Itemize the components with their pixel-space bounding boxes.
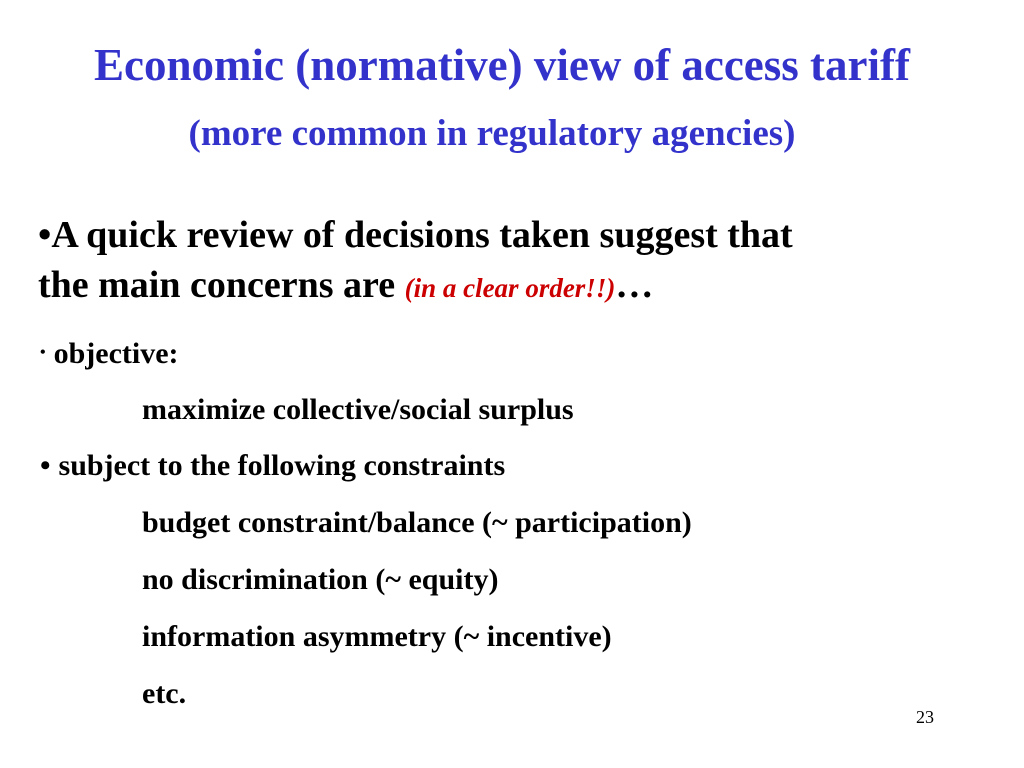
objective-heading xyxy=(40,334,179,376)
constraints-label: subject to the following constraints xyxy=(58,449,506,482)
intro-text-2: the main concerns are xyxy=(38,264,405,306)
objective-label: objective: xyxy=(53,337,179,370)
intro-line-1 xyxy=(38,210,793,260)
slide-title: Economic (normative) view of access tariff xyxy=(94,40,910,90)
constraint-item: etc. xyxy=(142,677,187,710)
intro-text-1: A quick review of decisions taken suggest that xyxy=(51,214,793,256)
bullet-icon: • xyxy=(40,344,46,362)
constraint-item: budget constraint/balance (~ participation) xyxy=(142,506,692,539)
objective-item: maximize collective/social surplus xyxy=(142,393,574,426)
constraint-item: no discrimination (~ equity) xyxy=(142,563,499,596)
slide-subtitle: (more common in regulatory agencies) xyxy=(188,113,796,154)
intro-paragraph xyxy=(38,210,793,313)
constraints-heading xyxy=(40,446,505,486)
constraint-item: information asymmetry (~ incentive) xyxy=(142,620,612,653)
bullet-icon: • xyxy=(38,214,52,256)
page-number: 23 xyxy=(916,707,934,727)
ellipsis-text: … xyxy=(615,264,654,306)
bullet-icon: • xyxy=(40,449,51,482)
intro-line-2 xyxy=(38,260,793,313)
emphasis-text: (in a clear order!!) xyxy=(404,273,616,303)
